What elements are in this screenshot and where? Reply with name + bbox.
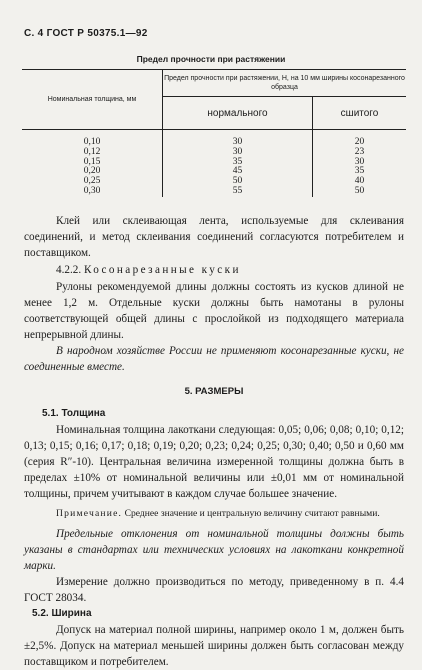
section-heading: 5. РАЗМЕРЫ bbox=[184, 386, 244, 397]
table-row bbox=[22, 167, 406, 177]
col-header-normal: нормального bbox=[163, 97, 313, 130]
note bbox=[24, 507, 404, 521]
thickness-cell: 0,30 bbox=[22, 187, 163, 197]
subsection-heading: 5.1. Толщина bbox=[42, 408, 106, 419]
paragraph: Рулоны рекомендуемой длины должны состоять из кусков длиной не менее 1,2 м. Отдельные куски должны быть намотаны в рулоны соответствующей общей длины с прослойкой из подходящего материала непрерывной длины. bbox=[24, 281, 404, 341]
table-row bbox=[22, 158, 406, 168]
normal-cell: 45 bbox=[163, 167, 313, 177]
col-header-group: Предел прочности при растяжении, Н, на 10 мм ширины косонарезанного образца bbox=[163, 70, 407, 97]
thickness-cell: 0,10 bbox=[22, 130, 163, 148]
table-row bbox=[22, 177, 406, 187]
paragraph-italic: В народном хозяйстве России не применяют косонарезанные куски, не соединенные вместе. bbox=[24, 345, 404, 373]
thickness-cell: 0,20 bbox=[22, 167, 163, 177]
table-row bbox=[22, 130, 406, 148]
page-header: С. 4 ГОСТ Р 50375.1—92 bbox=[24, 28, 148, 39]
normal-cell: 35 bbox=[163, 158, 313, 168]
normal-cell: 30 bbox=[163, 130, 313, 148]
note-label: Примечание. bbox=[56, 508, 123, 519]
table-caption: Предел прочности при растяжении bbox=[136, 54, 286, 64]
strength-table bbox=[22, 69, 406, 197]
subsection-heading bbox=[24, 262, 404, 278]
subsection-title: Косонарезанные куски bbox=[83, 264, 241, 276]
note-text: Среднее значение и центральную величину считают равными. bbox=[124, 508, 380, 519]
subsection-heading: 5.2. Ширина bbox=[32, 608, 92, 619]
subsection-number: 4.2.2. bbox=[56, 264, 82, 276]
thickness-cell: 0,12 bbox=[22, 148, 163, 158]
thickness-cell: 0,25 bbox=[22, 177, 163, 187]
paragraph: Допуск на материал полной ширины, например около 1 м, должен быть ±2,5%. Допуск на материал меньшей ширины должен быть согласован между поставщиком и потребителем. bbox=[24, 624, 404, 668]
paragraph: Номинальная толщина лакоткани следующая: 0,05; 0,06; 0,08; 0,10; 0,12; 0,13; 0,15; 0,16; 0,17; 0,18; 0,19; 0,20; 0,23; 0,24; 0,25; 0,30; 0,40; 0,50 и 0,60 мм (серия R″-10). Центральная величина измеренной толщины должна быть в пределах ±10% от номинальной величины или ±0,01 мм от номинальной толщины, причем учитывают в каждом случае большее значение. bbox=[24, 424, 404, 500]
crosslinked-cell: 23 bbox=[354, 146, 365, 157]
crosslinked-cell: 50 bbox=[354, 185, 365, 196]
paragraph: Клей или склеивающая лента, используемые для склеивания соединений, и метод склеивания соединений согласуются потребителем и поставщиком. bbox=[24, 215, 404, 259]
crosslinked-cell: 35 bbox=[354, 166, 365, 177]
paragraph: Измерение должно производиться по методу, приведенному в п. 4.4 ГОСТ 28034. bbox=[24, 576, 404, 604]
table-row bbox=[22, 187, 406, 197]
crosslinked-cell: 30 bbox=[354, 156, 365, 167]
crosslinked-cell: 20 bbox=[354, 137, 365, 147]
normal-cell: 50 bbox=[163, 177, 313, 187]
normal-cell: 30 bbox=[163, 148, 313, 158]
normal-cell: 55 bbox=[163, 187, 313, 197]
col-header-thickness: Номинальная толщина, мм bbox=[22, 70, 163, 130]
body-text bbox=[24, 213, 404, 670]
thickness-cell: 0,15 bbox=[22, 158, 163, 168]
col-header-crosslinked: сшитого bbox=[313, 97, 407, 130]
table-row bbox=[22, 148, 406, 158]
crosslinked-cell: 40 bbox=[354, 176, 365, 187]
paragraph-italic: Предельные отклонения от номинальной толщины должны быть указаны в стандартах или технических условиях на лакоткани конкретной марки. bbox=[24, 528, 404, 572]
